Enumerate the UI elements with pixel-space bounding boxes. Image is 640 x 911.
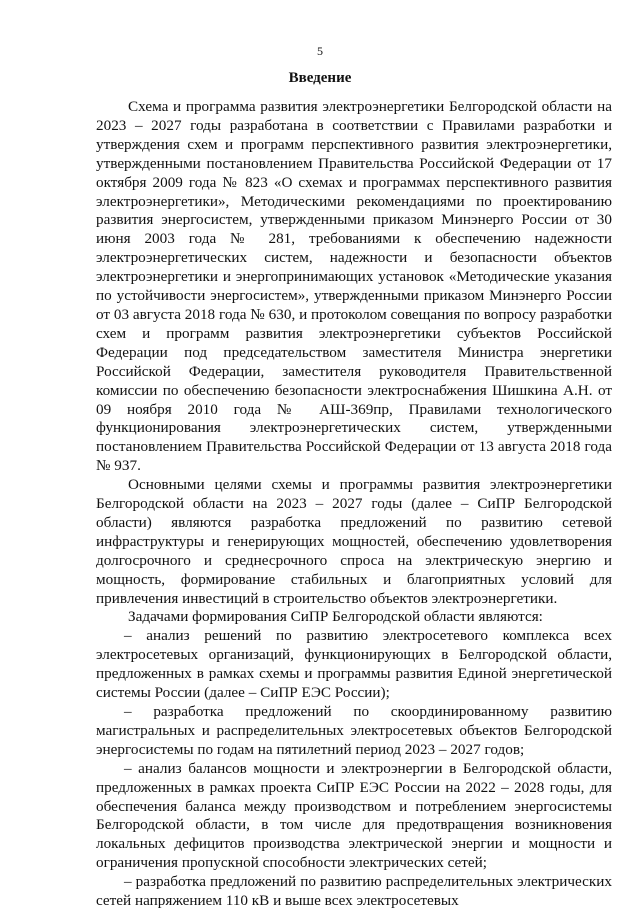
list-item: – анализ балансов мощности и электроэнергии в Белгородской области, предложенных в рамках проекта СиПР ЕЭС России на 2022 – 2028 годы, для обеспечения баланса между производством и потреблением энергосистемы Белгородской области, в том числе для предотвращения возникновения локальных дефицитов производства электрической энергии и мощности и ограничения пропускной способности электрических сетей; xyxy=(96,759,612,872)
page-number: 5 xyxy=(317,44,323,58)
list-item: – разработка предложений по развитию распределительных электрических сетей напряжением 110 кВ и выше всех электросетевых xyxy=(96,873,612,910)
paragraph-goals: Основными целями схемы и программы развития электроэнергетики Белгородской области на 2023 – 2027 годы (далее – СиПР Белгородской области) являются разработка предложений по развитию сетевой инфраструктуры и генерирующих мощностей, обеспечению удовлетворения долгосрочного и среднесрочного спроса на электрическую энергию и мощность, формирование стабильных и благоприятных условий для привлечения инвестиций в строительство объектов электроэнергетики. xyxy=(96,476,612,607)
body-text xyxy=(96,98,612,911)
paragraph-intro: Схема и программа развития электроэнергетики Белгородской области на 2023 – 2027 годы разработана в соответствии с Правилами разработки и утверждения схем и программ перспективного развития электроэнергетики, утвержденными постановлением Правительства Российской Федерации от 17 октября 2009 года № 823 «О схемах и программах перспективного развития электроэнергетики», Методическими рекомендациями по проектированию развития энергосистем, утвержденными приказом Минэнерго России от 30 июня 2003 года № 281, требованиями к обеспечению надежности электроэнергетических систем, надежности и безопасности объектов электроэнергетики и энергопринимающих установок «Методические указания по устойчивости энергосистем», утвержденными приказом Минэнерго России от 03 августа 2018 года № 630, и протоколом совещания по вопросу разработки схем и программ развития электроэнергетики субъектов Российской Федерации под председательством заместителя Министра энергетики Российской Федерации, заместителя руководителя Правительственной комиссии по обеспечению безопасности электроснабжения Шишкина А.Н. от 09 ноября 2010 года № АШ-369пр, Правилами технологического функционирования электроэнергетических систем, утвержденными постановлением Правительства Российской Федерации от 13 августа 2018 года № 937. xyxy=(96,98,612,475)
list-item: – анализ решений по развитию электросетевого комплекса всех электросетевых организаций, функционирующих в Белгородской области, предложенных в рамках схемы и программы развития Единой энергетической системы России (далее – СиПР ЕЭС России); xyxy=(96,627,612,702)
paragraph-tasks-lead: Задачами формирования СиПР Белгородской области являются: xyxy=(128,608,543,626)
section-heading: Введение xyxy=(288,70,352,86)
list-item: – разработка предложений по скоординированному развитию магистральных и распределительных электросетевых объектов Белгородской энергосистемы по годам на пятилетний период 2023 – 2027 годов; xyxy=(96,703,612,758)
